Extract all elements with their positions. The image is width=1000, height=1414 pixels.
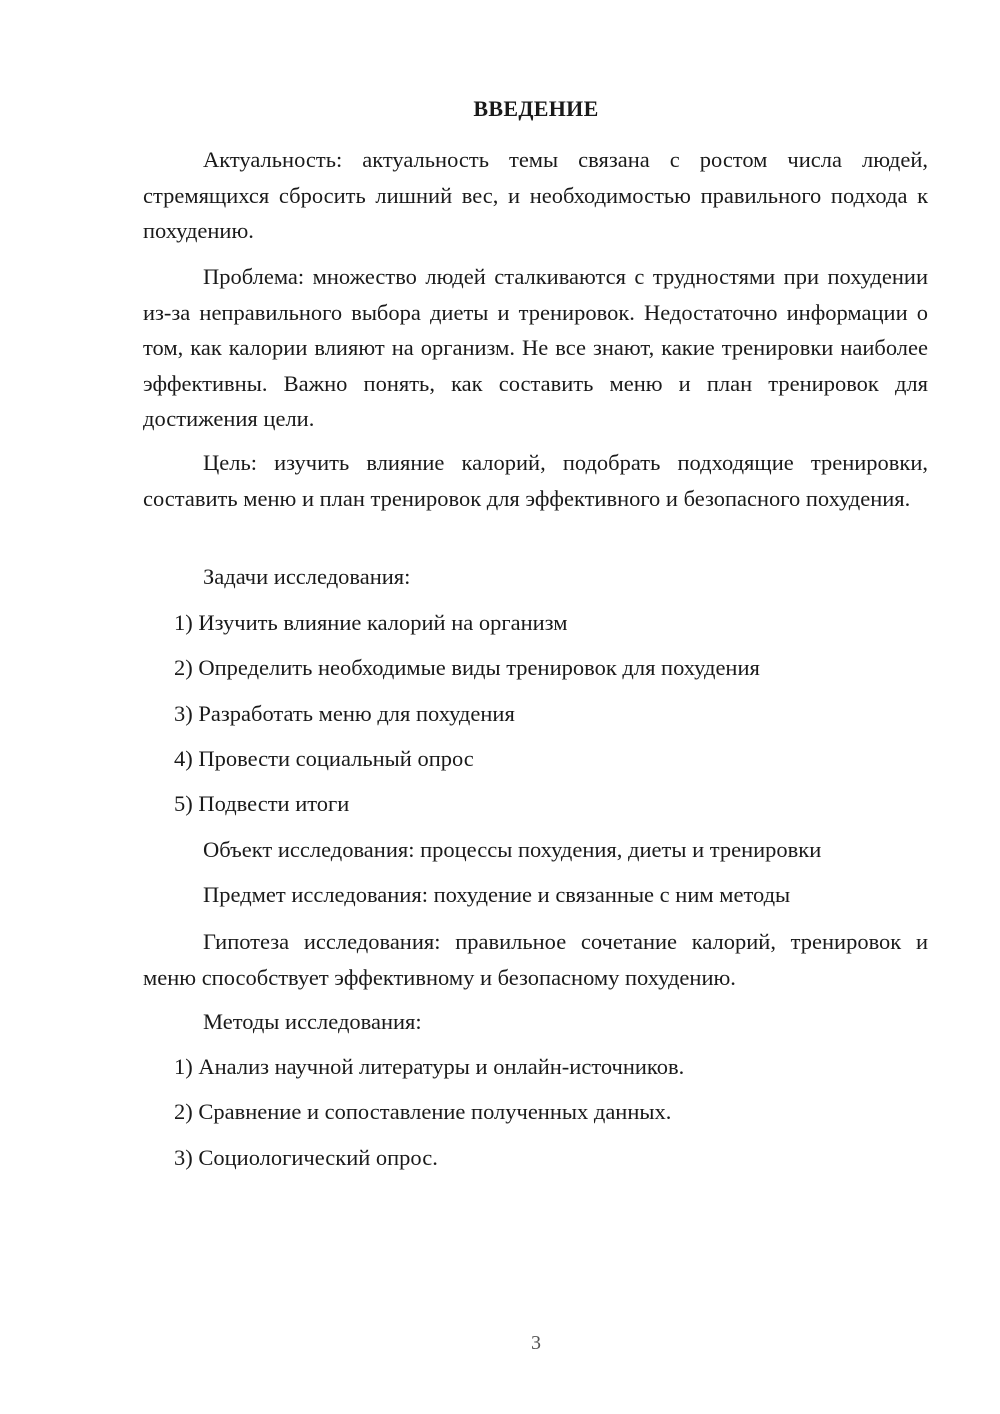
method-item: 3) Социологический опрос. (174, 1145, 438, 1170)
task-item: 1) Изучить влияние калорий на организм (174, 610, 568, 635)
tasks-heading: Задачи исследования: (203, 564, 411, 589)
relevance-paragraph: Актуальность: актуальность темы связана с ростом числа людей, стремящихся сбросить лишний вес, и необходимостью правильного подхода к похудению. (143, 147, 928, 243)
task-item: 4) Провести социальный опрос (174, 746, 474, 771)
methods-heading: Методы исследования: (203, 1009, 422, 1034)
problem-paragraph: Проблема: множество людей сталкиваются с трудностями при похудении из-за неправильного выбора диеты и тренировок. Недостаточно информации о том, как калории влияют на организм. Не все знают, какие тренировки наиболее эффективны. Важно понять, как составить меню и план тренировок для достижения цели. (143, 264, 928, 431)
task-item: 3) Разработать меню для похудения (174, 701, 515, 726)
task-item: 5) Подвести итоги (174, 791, 350, 816)
object-line: Объект исследования: процессы похудения, диеты и тренировки (203, 837, 822, 862)
subject-line: Предмет исследования: похудение и связанные с ним методы (203, 882, 791, 907)
goal-paragraph: Цель: изучить влияние калорий, подобрать подходящие тренировки, составить меню и план тренировок для эффективного и безопасного похудения. (143, 450, 928, 511)
page-title: ВВЕДЕНИЕ (473, 96, 599, 121)
task-item: 2) Определить необходимые виды тренировок для похудения (174, 655, 760, 680)
method-item: 1) Анализ научной литературы и онлайн-источников. (174, 1054, 685, 1079)
method-item: 2) Сравнение и сопоставление полученных данных. (174, 1099, 672, 1124)
page-number: 3 (531, 1332, 541, 1354)
hypothesis-paragraph: Гипотеза исследования: правильное сочетание калорий, тренировок и меню способствует эффективному и безопасному похудению. (143, 929, 928, 990)
